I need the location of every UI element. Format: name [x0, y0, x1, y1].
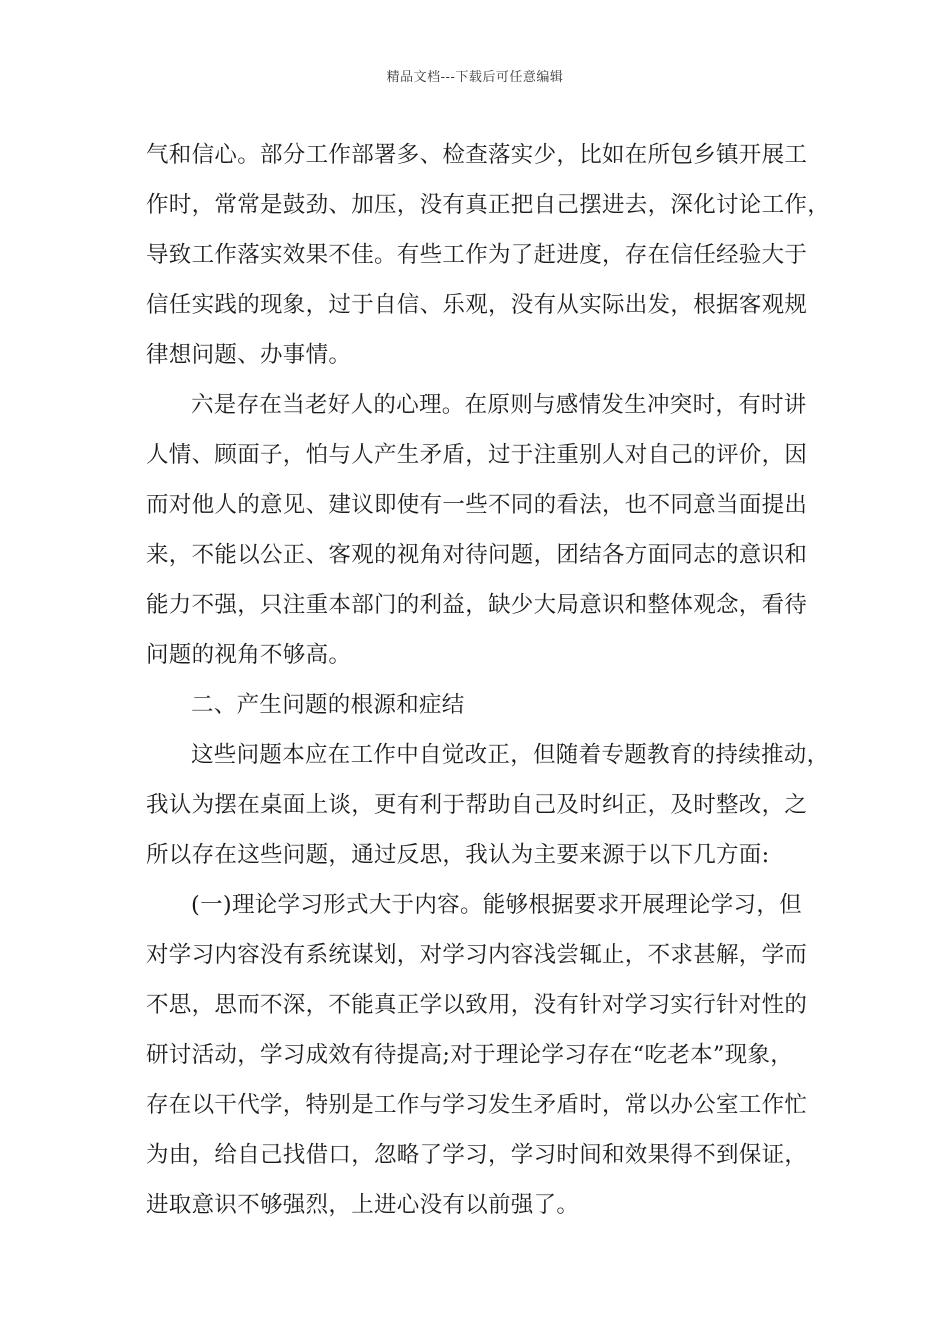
text-line: 来，不能以公正、客观的视角对待问题，团结各方面同志的意识和: [146, 542, 808, 568]
text-line: 作时，常常是鼓劲、加压，没有真正把自己摆进去，深化讨论工作，: [146, 192, 831, 218]
text-line: 所以存在这些问题，通过反思，我认为主要来源于以下几方面:: [146, 842, 770, 868]
text-line: 进取意识不够强烈，上进心没有以前强了。: [146, 1192, 580, 1218]
text-line: 人情、顾面子，怕与人产生矛盾，过于注重别人对自己的评价，因: [146, 442, 808, 468]
text-line: 存在以干代学，特别是工作与学习发生矛盾时，常以办公室工作忙: [146, 1092, 808, 1118]
text-line: 不思，思而不深，不能真正学以致用，没有针对学习实行针对性的: [146, 992, 808, 1018]
section-heading: 二、产生问题的根源和症结: [191, 692, 465, 718]
text-line: 问题的视角不够高。: [146, 642, 352, 668]
text-line: 对学习内容没有系统谋划，对学习内容浅尝辄止，不求甚解，学而: [146, 942, 808, 968]
text-line: 信任实践的现象，过于自信、乐观，没有从实际出发，根据客观规: [146, 292, 808, 318]
paragraph-start-line: 六是存在当老好人的心理。在原则与感情发生冲突时，有时讲: [191, 392, 807, 418]
text-line: 律想问题、办事情。: [146, 342, 352, 368]
text-line: 研讨活动，学习成效有待提高;对于理论学习存在“吃老本”现象，: [146, 1042, 794, 1068]
text-line: 导致工作落实效果不佳。有些工作为了赶进度，存在信任经验大于: [146, 242, 808, 268]
text-line: 气和信心。部分工作部署多、检查落实少，比如在所包乡镇开展工: [146, 142, 808, 168]
text-line: 我认为摆在桌面上谈，更有利于帮助自己及时纠正，及时整改，之: [146, 792, 808, 818]
paragraph-start-line: 这些问题本应在工作中自觉改正，但随着专题教育的持续推动，: [191, 742, 830, 768]
paragraph-start-line: (一)理论学习形式大于内容。能够根据要求开展理论学习，但: [191, 892, 802, 918]
text-line: 能力不强，只注重本部门的利益，缺少大局意识和整体观念，看待: [146, 592, 808, 618]
text-line: 为由，给自己找借口，忽略了学习，学习时间和效果得不到保证，: [146, 1142, 808, 1168]
document-body: [146, 130, 831, 1230]
page-header: 精品文档---下载后可任意编辑: [386, 70, 564, 85]
text-line: 而对他人的意见、建议即使有一些不同的看法，也不同意当面提出: [146, 492, 808, 518]
